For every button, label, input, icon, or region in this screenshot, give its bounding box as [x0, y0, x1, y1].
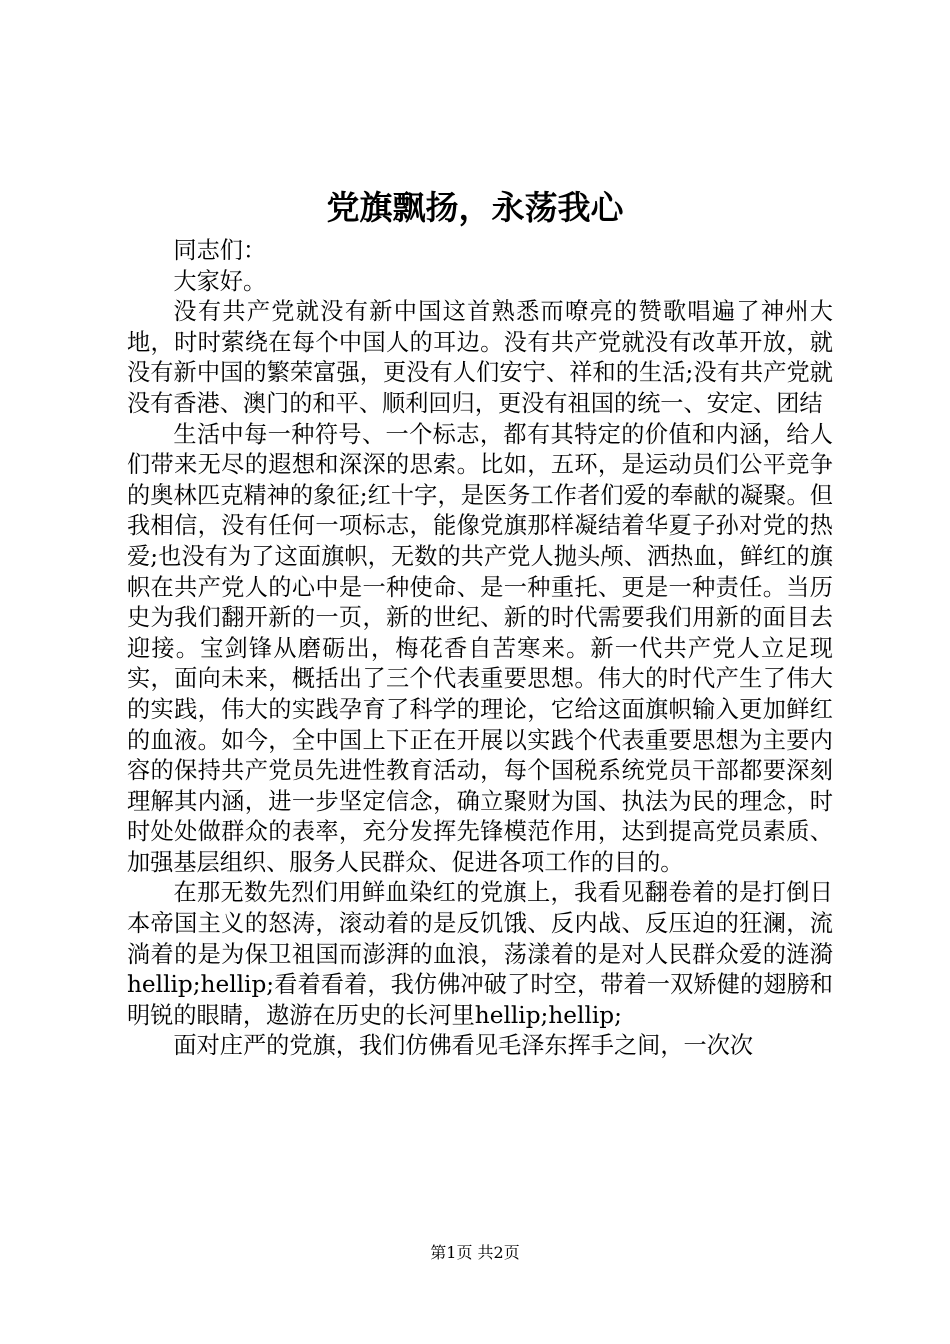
body-paragraph: 没有共产党就没有新中国这首熟悉而嘹亮的赞歌唱遍了神州大地，时时萦绕在每个中国人的耳边。没有共产党就没有改革开放，就没有新中国的繁荣富强，更没有人们安宁、祥和的生活;没有共产党就没有香港、澳门的和平、顺利回归，更没有祖国的统一、安定、团结: [127, 298, 833, 417]
page-number-footer: 第1页 共2页: [430, 1243, 520, 1262]
document-body: [127, 236, 833, 1062]
body-paragraph: 在那无数先烈们用鲜血染红的党旗上，我看见翻卷着的是打倒日本帝国主义的怒涛，滚动着的是反饥饿、反内战、反压迫的狂澜，流淌着的是为保卫祖国而澎湃的血浪，荡漾着的是对人民群众爱的涟漪hellip;hellip;看着看着，我仿佛冲破了时空，带着一双矫健的翅膀和明锐的眼睛，遨游在历史的长河里hellip;hellip;: [127, 879, 833, 1029]
greeting-line: 同志们：: [173, 237, 267, 264]
body-paragraph: 面对庄严的党旗，我们仿佛看见毛泽东挥手之间，一次次: [173, 1032, 754, 1060]
body-paragraph: 生活中每一种符号、一个标志，都有其特定的价值和内涵，给人们带来无尽的遐想和深深的思索。比如，五环，是运动员们公平竞争的奥林匹克精神的象征;红十字，是医务工作者们爱的奉献的凝聚。但我相信，没有任何一项标志，能像党旗那样凝结着华夏子孙对党的热爱;也没有为了这面旗帜，无数的共产党人抛头颅、洒热血，鲜红的旗帜在共产党人的心中是一种使命、是一种重托、更是一种责任。当历史为我们翻开新的一页，新的世纪、新的时代需要我们用新的面目去迎接。宝剑锋从磨砺出，梅花香自苦寒来。新一代共产党人立足现实，面向未来，概括出了三个代表重要思想。伟大的时代产生了伟大的实践，伟大的实践孕育了科学的理论，它给这面旗帜输入更加鲜红的血液。如今，全中国上下正在开展以实践个代表重要思想为主要内容的保持共产党员先进性教育活动，每个国税系统党员干部都要深刻理解其内涵，进一步坚定信念，确立聚财为国、执法为民的理念，时时处处做群众的表率，充分发挥先锋模范作用，达到提高党员素质、加强基层组织、服务人民群众、促进各项工作的目的。: [127, 420, 833, 876]
salutation-line: 大家好。: [173, 267, 267, 295]
document-title: 党旗飘扬，永荡我心: [326, 188, 624, 227]
